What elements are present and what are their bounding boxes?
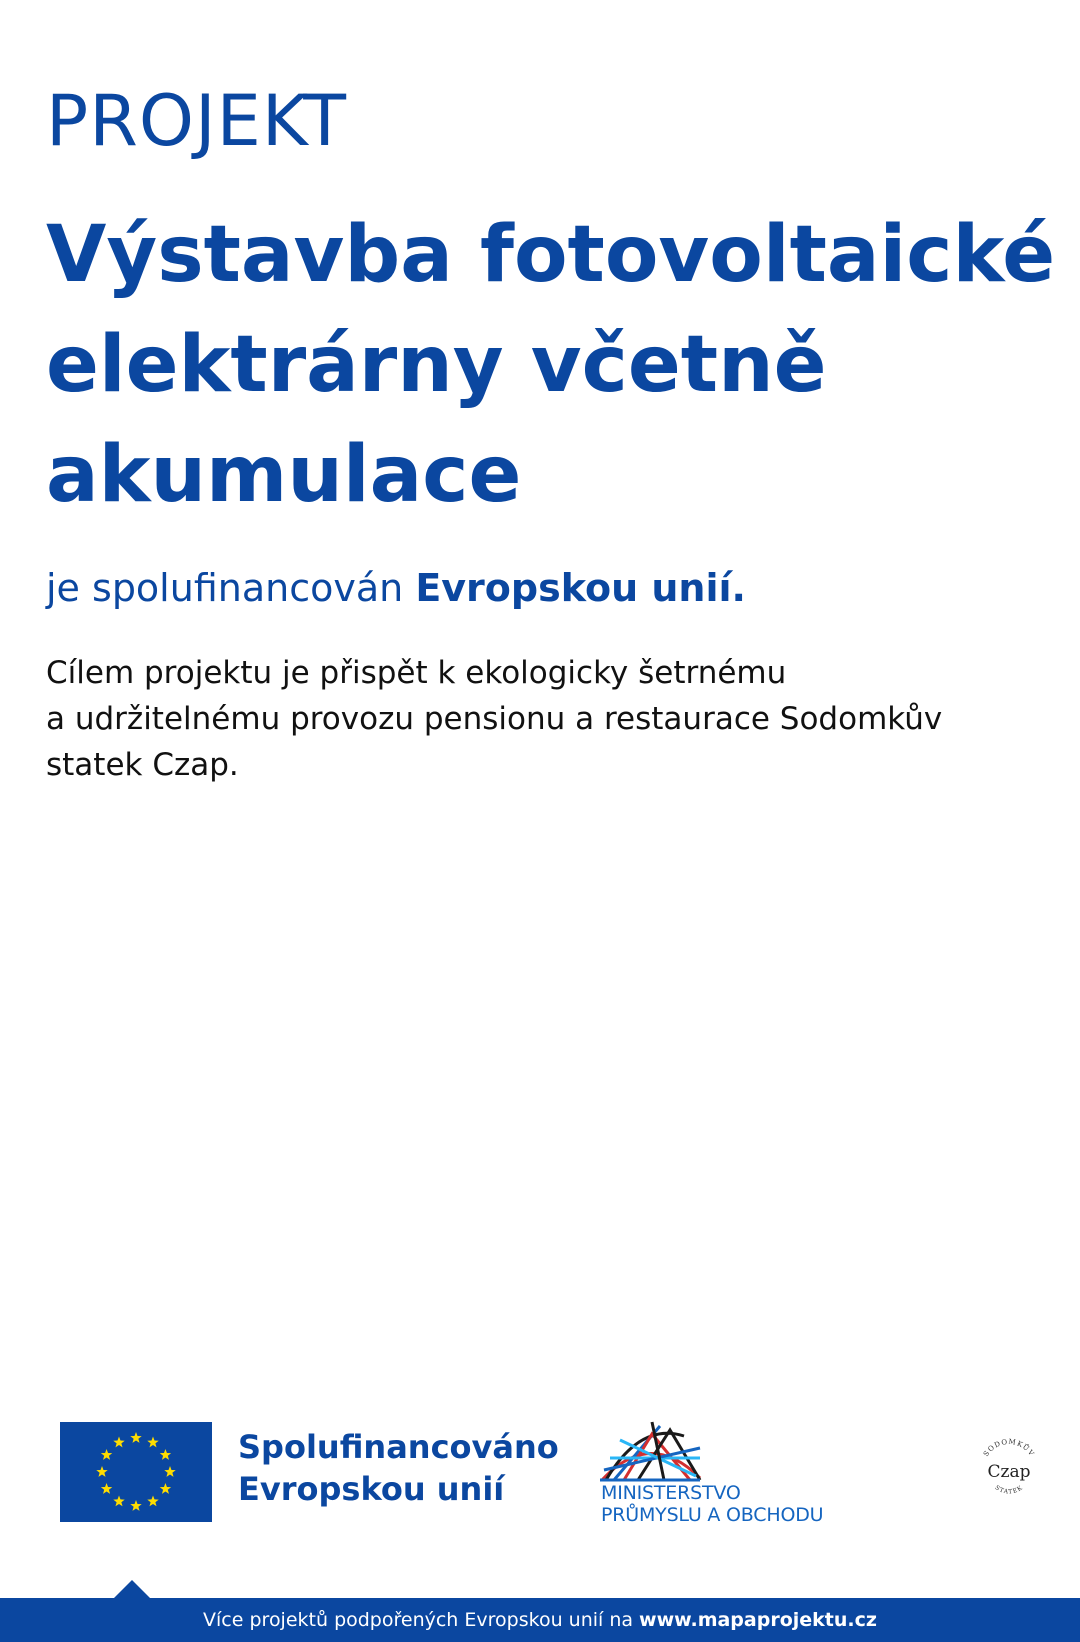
eu-star-icon	[113, 1437, 124, 1448]
eu-star-icon	[130, 1500, 141, 1511]
czap-arc-top: SODOMKŮV	[982, 1437, 1036, 1459]
description-line: statek Czap.	[46, 747, 239, 783]
project-title-line: akumulace	[46, 430, 522, 520]
project-label: PROJEKT	[46, 80, 348, 162]
project-description	[46, 650, 1036, 788]
footer-notch	[114, 1580, 150, 1598]
project-title	[46, 200, 1056, 530]
eu-star-icon	[164, 1466, 175, 1477]
czap-estate-logo	[976, 1436, 1042, 1502]
footer-text: Více projektů podpořených Evropskou unií na	[203, 1609, 634, 1631]
description-line: Cílem projektu je přispět k ekologicky šetrnému	[46, 655, 787, 691]
eu-star-icon	[101, 1449, 112, 1460]
svg-text:SODOMKŮV	[982, 1438, 1036, 1458]
eu-text-line: Spolufinancováno	[238, 1428, 559, 1466]
eu-star-icon	[147, 1495, 158, 1506]
description-line: a udržitelnému provozu pensionu a restaurace Sodomkův	[46, 701, 943, 737]
cofinanced-statement	[46, 566, 746, 610]
czap-name: Czap	[987, 1462, 1031, 1482]
eu-star-icon	[147, 1437, 158, 1448]
eu-star-icon	[130, 1432, 141, 1443]
footer-bar	[0, 1598, 1080, 1642]
cofinanced-prefix: je spolufinancován	[46, 566, 404, 610]
ministry-name	[601, 1482, 823, 1526]
eu-star-icon	[160, 1449, 171, 1460]
ministry-name-line: PRŮMYSLU A OBCHODU	[601, 1504, 824, 1526]
eu-star-icon	[101, 1483, 112, 1494]
eu-cofunded-text	[238, 1426, 559, 1510]
eu-star-icon	[113, 1495, 124, 1506]
eu-text-line: Evropskou unií	[238, 1470, 505, 1508]
ministry-name-line: MINISTERSTVO	[601, 1482, 741, 1504]
eu-flag-icon	[60, 1422, 212, 1522]
footer-link[interactable]: www.mapaprojektu.cz	[639, 1609, 877, 1631]
cofinanced-highlight: Evropskou unií.	[415, 566, 746, 610]
project-title-line: elektrárny včetně	[46, 320, 827, 410]
eu-star-icon	[96, 1466, 107, 1477]
project-title-line: Výstavba fotovoltaické	[46, 210, 1056, 300]
czap-arc-bottom: STATEK	[993, 1484, 1025, 1496]
svg-text:STATEK	[994, 1484, 1025, 1495]
eu-star-icon	[160, 1483, 171, 1494]
